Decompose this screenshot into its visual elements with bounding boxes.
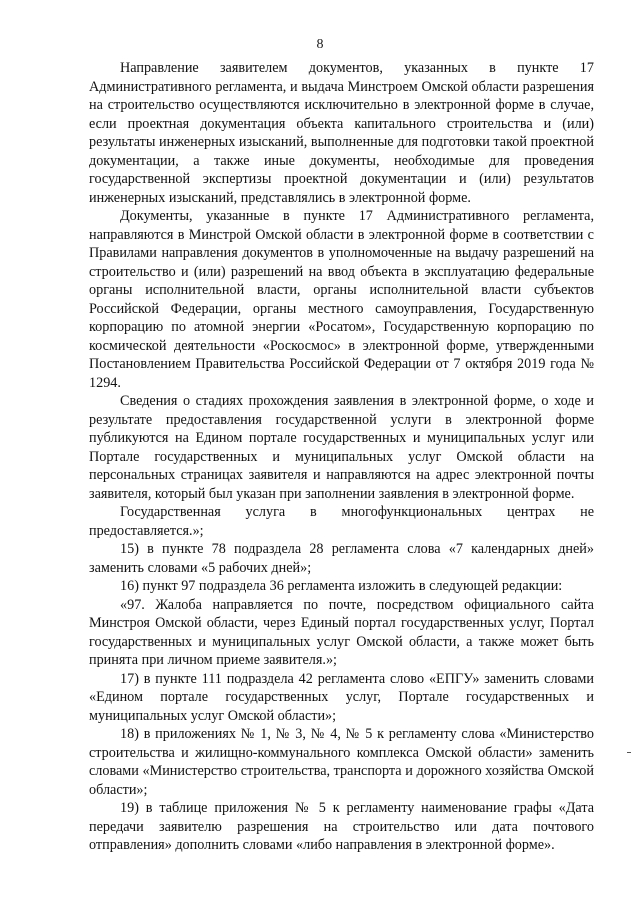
paragraph-item-17: 17) в пункте 111 подраздела 42 регламента слово «ЕПГУ» заменить словами «Едином портале государственных услуг, Портале государственных и муниципальных услуг Омской области»; xyxy=(89,670,594,724)
paragraph-item-97-text: «97. Жалоба направляется по почте, посредством официального сайта Минстроя Омской области, через Единый портал государственных услуг, Портал государственных и муниципальных услуг Омской области, а также может быть принята при личном приеме заявителя.»; xyxy=(89,596,594,668)
paragraph-item-15: 15) в пункте 78 подраздела 28 регламента слова «7 календарных дней» заменить словами «5 рабочих дней»; xyxy=(89,541,594,576)
paragraph-item-19: 19) в таблице приложения № 5 к регламенту наименование графы «Дата передачи заявителю разрешения на строительство или дата почтового отправления» дополнить словами «либо направления в электронной форме». xyxy=(89,800,594,853)
page-number: 8 xyxy=(316,37,324,52)
paragraph-item-18: 18) в приложениях № 1, № 3, № 4, № 5 к регламенту слова «Министерство строительства и жилищно-коммунального комплекса Омской области» заменить словами «Министерство строительства, транспорта и дорожного хозяйства Омской области»; xyxy=(89,726,594,798)
paragraph-mfc-not-provided: Государственная услуга в многофункциональных центрах не предоставляется.»; xyxy=(89,504,594,539)
margin-mark xyxy=(627,752,631,753)
paragraph-item-16: 16) пункт 97 подраздела 36 регламента изложить в следующей редакции: xyxy=(120,578,563,594)
document-body xyxy=(89,59,594,855)
paragraph-electronic-submission: Направление заявителем документов, указанных в пункте 17 Административного регламента, и выдача Минстроем Омской области разрешения на строительство осуществляются исключительно в электронной форме в случае, если проектная документация объекта капитального строительства и (или) результаты инженерных изысканий, выполненные для подготовки такой проектной документации, а также иные документы, необходимые для проведения государственной экспертизы проектной документации и (или) результатов инженерных изысканий, представлялись в электронной форме. xyxy=(89,60,594,206)
paragraph-status-information: Сведения о стадиях прохождения заявления в электронной форме, о ходе и результате предоставления государственной услуги в электронной форме публикуются на Едином портале государственных и муниципальных услуг или Портале государственных и муниципальных услуг Омской области на персональных страницах заявителя и направляются на адрес электронной почты заявителя, который был указан при заполнении заявления в электронной форме. xyxy=(89,393,594,502)
paragraph-documents-minstroy: Документы, указанные в пункте 17 Административного регламента, направляются в Минстрой Омской области в электронной форме в соответствии с Правилами направления документов в уполномоченные на выдачу разрешений на строительство и (или) разрешений на ввод объекта в эксплуатацию федеральные органы исполнительной власти, органы исполнительной власти субъектов Российской Федерации, органы местного самоуправления, Государственную корпорацию по атомной энергии «Росатом», Государственную корпорацию по космической деятельности «Роскосмос» в электронной форме, утвержденными Постановлением Правительства Российской Федерации от 7 октября 2019 года № 1294. xyxy=(89,208,594,391)
